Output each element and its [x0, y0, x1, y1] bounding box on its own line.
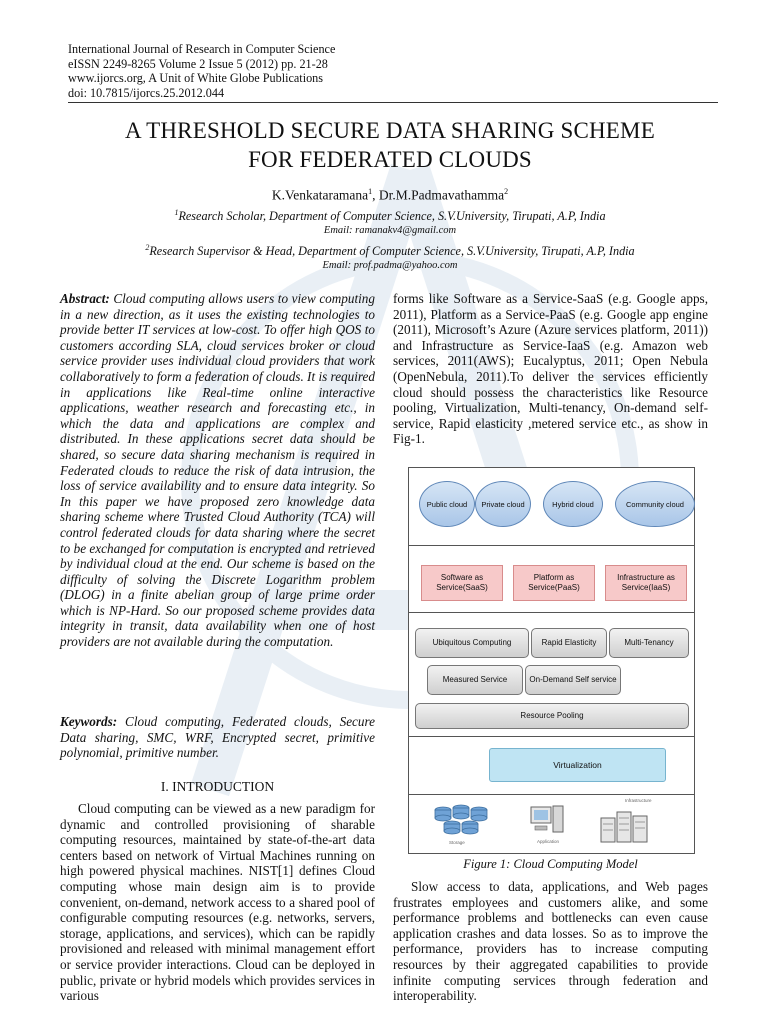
right-column-paragraph-2	[393, 879, 708, 1004]
figure-band-divider	[409, 794, 694, 795]
section-heading-introduction: I. INTRODUCTION	[160, 779, 275, 794]
cloud-computing-model-figure	[408, 467, 695, 854]
virtualization-box: Virtualization	[489, 748, 666, 782]
author-1-sup: 1	[368, 187, 373, 196]
affiliation-2-email: Email: prof.padma@yahoo.com	[322, 260, 458, 271]
infrastructure-label: Infrastructure	[625, 798, 652, 803]
rapid-elasticity-box: Rapid Elasticity	[531, 628, 607, 658]
figure-band-divider	[409, 612, 694, 613]
abstract-text: Cloud computing allows users to view computing in a new direction, as it uses the existing technologies to provide better IT services at low-cost. To offer high QOS to customers according SLA, cloud services broker or cloud service provider uses individual cloud providers that work collaboratively to form a federation of clouds. It is required in applications like Real-time online interactive applications, weather research and forecasting etc., in which the data and applications are complex and distributed. In these applications secret data should be shared, so secure data sharing mechanism is required in Federated clouds to reduce the risk of data intrusion, the loss of service availability and to ensure data integrity. So In this paper we have proposed zero knowledge data sharing scheme where Trusted Cloud Authority (TCA) will control federated clouds for data sharing where the secret to be exchanged for computation is encrypted and retrieved by individual cloud at the end. Our scheme is based on the difficulty of solving the Discrete Logarithm problem (DLOG) in a finite abelian group of large prime order which is NP-Hard. So our proposed scheme provides data integrity in transit, data availability when one of host providers are not available during the computation.	[60, 291, 375, 650]
community-cloud-oval: Community cloud	[615, 481, 695, 527]
affiliation-2-text: Research Supervisor & Head, Department of Computer Science, S.V.University, Tirupati, A.P, India	[149, 244, 635, 259]
journal-name: International Journal of Research in Computer Science	[68, 42, 336, 56]
public-cloud-oval: Public cloud	[419, 481, 475, 527]
author-list	[60, 187, 720, 204]
affiliation-1	[40, 208, 740, 224]
figure-band-divider	[409, 736, 694, 737]
ubiquitous-computing-box: Ubiquitous Computing	[415, 628, 529, 658]
iaas-box: Infrastructure as Service(IaaS)	[605, 565, 687, 601]
resource-pooling-box: Resource Pooling	[415, 703, 689, 729]
author-2: Dr.M.Padmavathamma	[378, 187, 505, 203]
affiliation-1-sup: 1	[174, 208, 179, 217]
server-rack-icon	[599, 806, 659, 844]
author-1: K.Venkataramana	[271, 187, 369, 203]
affiliation-1-text: Research Scholar, Department of Computer Science, S.V.University, Tirupati, A.P, India	[178, 209, 606, 224]
abstract	[60, 291, 375, 650]
journal-doi: doi: 10.7815/ijorcs.25.2012.044	[68, 85, 225, 100]
storage-label: Storage	[449, 840, 465, 845]
journal-website: www.ijorcs.org, A Unit of White Globe Publications	[68, 71, 324, 86]
journal-issn: eISSN 2249-8265 Volume 2 Issue 5 (2012) pp. 21-28	[68, 56, 328, 71]
saas-box: Software as Service(SaaS)	[421, 565, 503, 601]
author-separator: ,	[372, 187, 379, 203]
multi-tenancy-box: Multi-Tenancy	[609, 628, 689, 658]
keywords-text: Cloud computing, Federated clouds, Secure Data sharing, SMC, WRF, Encrypted secret, primitive polynomial, primitive number.	[60, 714, 376, 761]
on-demand-self-service-box: On-Demand Self service	[525, 665, 621, 695]
introduction-text: Cloud computing can be viewed as a new paradigm for dynamic and controlled provisioning of sharable computing resources, maintained by state-of-the-art data centers based on network of Virtual Machines running on high powered physical machines. NIST[1] defines Cloud computing whose main design aim is to provide convenient, on-demand, network access to a shared pool of configurable computing resources (e.g. networks, servers, storage, applications, and services), which can be rapidly provisioned and released with minimal management effort or service provider interactions. Cloud can be deployed in public, private or hybrid models which provides services in various	[60, 801, 375, 1004]
hybrid-cloud-oval: Hybrid cloud	[543, 481, 603, 527]
keywords	[60, 714, 375, 761]
storage-icon	[431, 800, 491, 840]
right-paragraph-1-text: forms like Software as a Service-SaaS (e.g. Google apps, 2011), Platform as a Service-PaaS (e.g. Google app engine (2011), Microsoft’s Azure (Azure services platform, 2011)) and Infrastructure as Service-IaaS (e.g. Amazon web services, 2011(AWS); Eucalyptus, 2011; Open Nebula (OpenNebula, 2011).To deliver the services efficiently cloud should possess the characteristics like Resource pooling, Virtualization, Multi-tenancy, On-demand self-service, Rapid elasticity ,metered service etc., as show in Fig-1.	[393, 291, 708, 447]
title-line-2: FOR FEDERATED CLOUDS	[248, 147, 532, 172]
right-paragraph-2-text: Slow access to data, applications, and Web pages frustrates employees and customers alike, and some performance problems and bottlenecks can even cause application crashes and data losses. So as to improve the performance, providers has to increase computing resources by their aggregated capabilities to provide infinite computing services through federation and interoperability.	[393, 879, 708, 1004]
paas-box: Platform as Service(PaaS)	[513, 565, 595, 601]
affiliation-2-sup: 2	[145, 243, 150, 252]
figure-band-divider	[409, 545, 694, 546]
measured-service-box: Measured Service	[427, 665, 523, 695]
introduction-paragraph	[60, 801, 375, 1004]
header-divider	[68, 102, 718, 103]
journal-header	[68, 42, 335, 100]
private-cloud-oval: Private cloud	[475, 481, 531, 527]
title-line-1: A THRESHOLD SECURE DATA SHARING SCHEME	[125, 118, 655, 143]
author-2-sup: 2	[504, 187, 509, 196]
affiliation-2	[40, 243, 740, 259]
affiliation-1-email: Email: ramanakv4@gmail.com	[323, 225, 457, 236]
application-icon	[529, 804, 565, 838]
right-column-paragraph-1	[393, 291, 708, 447]
figure-caption: Figure 1: Cloud Computing Model	[463, 857, 638, 871]
keywords-label: Keywords:	[60, 714, 118, 729]
paper-title	[40, 116, 740, 174]
application-label: Application	[537, 839, 560, 844]
abstract-label: Abstract:	[60, 291, 110, 306]
